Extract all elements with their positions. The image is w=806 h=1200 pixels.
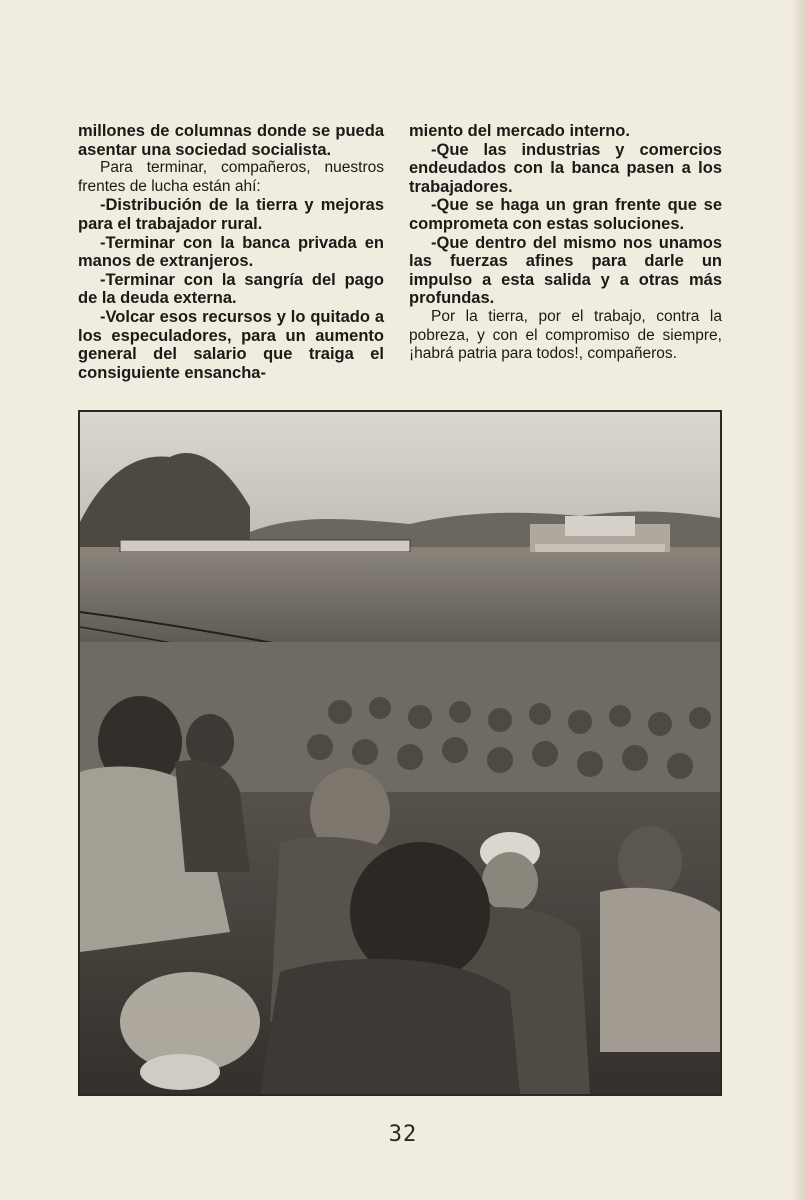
left-paragraph-1: millones de columnas donde se pueda asentar una sociedad socialista.: [78, 122, 384, 159]
crowd-photo: [78, 410, 722, 1096]
crowd-photo-icon: [80, 412, 720, 1094]
speech-text-columns: [78, 122, 722, 412]
left-paragraph-5: -Terminar con la sangría del pago de la deuda externa.: [78, 270, 384, 308]
right-paragraph-3: -Que se haga un gran frente que se comprometa con estas soluciones.: [409, 196, 722, 233]
left-paragraph-3: -Distribución de la tierra y mejoras para el trabajador rural.: [78, 196, 384, 233]
left-paragraph-4: -Terminar con la banca privada en manos de extranjeros.: [78, 233, 384, 271]
left-paragraph-6: -Volcar esos recursos y lo quitado a los especuladores, para un aumento general del salario que traiga el consiguiente ensancha-: [78, 307, 384, 382]
right-paragraph-4: -Que dentro del mismo nos unamos las fuerzas afines para darle un impulso a esta salida y a otras más profundas.: [409, 233, 722, 308]
left-text-column: [78, 122, 384, 382]
right-paragraph-1: miento del mercado interno.: [409, 122, 630, 140]
left-paragraph-2: Para terminar, compañeros, nuestros frentes de lucha están ahí:: [78, 159, 384, 195]
right-paragraph-2: -Que las industrias y comercios endeudados con la banca pasen a los trabajadores.: [409, 140, 722, 196]
page-edge-shadow: [792, 0, 806, 1200]
page-number: 32: [388, 1122, 418, 1147]
right-text-column: [409, 122, 722, 364]
right-paragraph-5: Por la tierra, por el trabajo, contra la pobreza, y con el compromiso de siempre, ¡habrá patria para todos!, compañeros.: [409, 307, 722, 363]
